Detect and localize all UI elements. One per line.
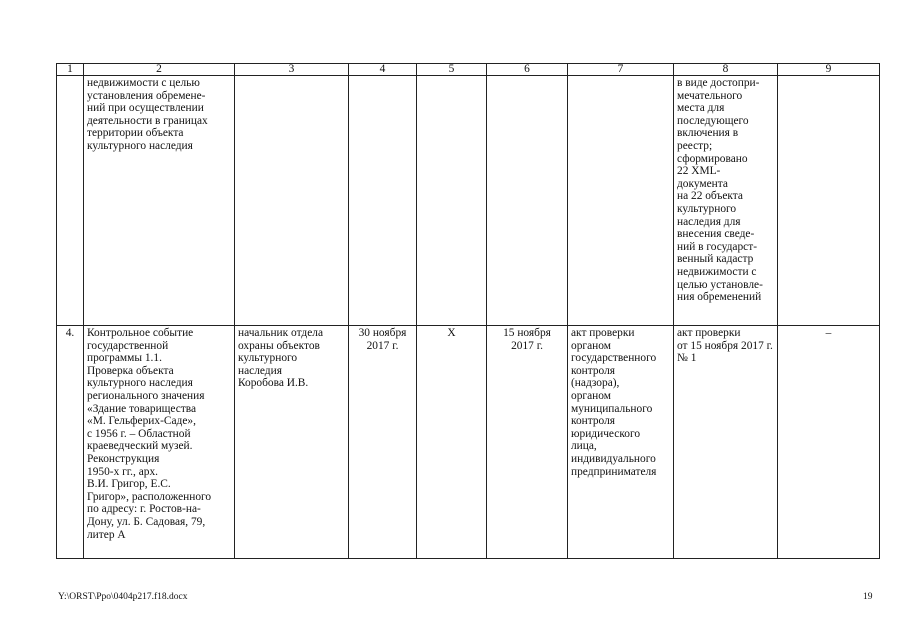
actual-date: 15 ноября 2017 г. bbox=[487, 326, 568, 559]
row-number: 4. bbox=[57, 326, 84, 559]
actual-date bbox=[487, 76, 568, 326]
row-number bbox=[57, 76, 84, 326]
document-type bbox=[568, 76, 674, 326]
result-text: в виде достопри- мечательного места для последующего включения в реестр; сформировано 22 XML- документа на 22 объекта культурного наследия для внесения сведе- ний в государст- венный кадастр недвижимости с целью установле- ния обременений bbox=[674, 76, 778, 326]
header-cell: 6 bbox=[487, 64, 568, 76]
planned-date: 30 ноября 2017 г. bbox=[349, 326, 417, 559]
table-row bbox=[57, 76, 880, 326]
document-type: акт проверки органом государственного контроля (надзора), органом муниципального контроля юридического лица, индивидуального предпринимателя bbox=[568, 326, 674, 559]
column-5-value: Х bbox=[417, 326, 487, 559]
event-description: недвижимости с целью установления обремене- ний при осуществлении деятельности в границах территории объекта культурного наследия bbox=[84, 76, 235, 326]
header-cell: 1 bbox=[57, 64, 84, 76]
column-5-value bbox=[417, 76, 487, 326]
header-row bbox=[57, 64, 880, 76]
notes bbox=[778, 76, 880, 326]
header-cell: 7 bbox=[568, 64, 674, 76]
header-cell: 3 bbox=[235, 64, 349, 76]
table-row bbox=[57, 326, 880, 559]
responsible-person bbox=[235, 76, 349, 326]
responsible-person: начальник отдела охраны объектов культурного наследия Коробова И.В. bbox=[235, 326, 349, 559]
header-cell: 5 bbox=[417, 64, 487, 76]
file-path: Y:\ORST\Ppo\0404p217.f18.docx bbox=[58, 592, 188, 602]
header-cell: 8 bbox=[674, 64, 778, 76]
header-cell: 2 bbox=[84, 64, 235, 76]
result-text: акт проверки от 15 ноября 2017 г. № 1 bbox=[674, 326, 778, 559]
notes: – bbox=[778, 326, 880, 559]
header-cell: 4 bbox=[349, 64, 417, 76]
page-number: 19 bbox=[863, 592, 873, 602]
event-description: Контрольное событие государственной программы 1.1. Проверка объекта культурного наследия регионального значения «Здание товарищества «М. Гельферих-Саде», с 1956 г. – Областной краеведческий музей. Реконструкция 1950-х гг., арх. В.И. Григор, Е.С. Григор», расположенного по адресу: г. Ростов-на- Дону, ул. Б. Садовая, 79, литер А bbox=[84, 326, 235, 559]
planned-date bbox=[349, 76, 417, 326]
header-cell: 9 bbox=[778, 64, 880, 76]
report-table bbox=[56, 63, 880, 559]
